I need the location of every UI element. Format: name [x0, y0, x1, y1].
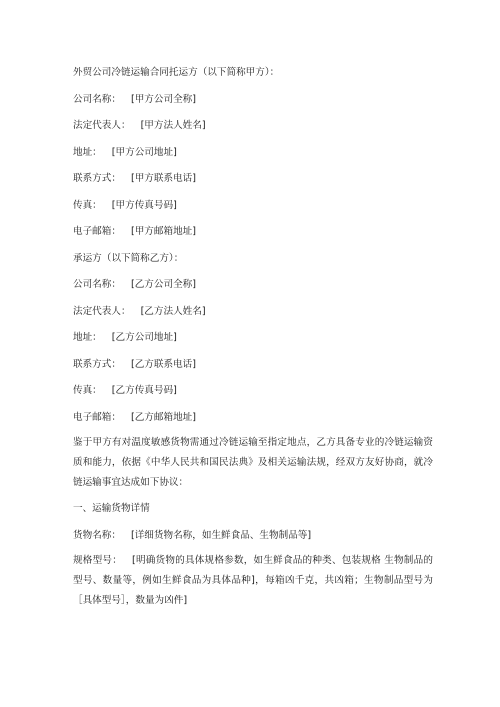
party-a-company-name	[73, 93, 433, 106]
field-value: [乙方联系电话]	[130, 358, 197, 370]
field-label: 联系方式：	[73, 358, 121, 370]
field-value: [明确货物的具体规格参数，如生鲜食品的种类、包装规格 生物制品的型号、数量等，例如生鲜食品为具体品种]，每箱凶千克，共凶箱；生物制品型号为［具体型号］，数量为凶件]	[73, 555, 433, 606]
field-value: [详细货物名称，如生鲜食品、生物制品等]	[130, 529, 312, 541]
section-1-title: 一、运输货物详情	[73, 503, 150, 514]
field-label: 联系方式：	[73, 173, 121, 184]
party-b-contact	[73, 358, 433, 371]
party-b-address	[73, 331, 433, 344]
party-a-email	[73, 225, 433, 238]
contract-document	[73, 66, 433, 620]
field-label: 规格型号：	[73, 555, 122, 566]
field-label: 法定代表人：	[73, 305, 131, 317]
field-value: [乙方邮箱地址]	[130, 411, 197, 423]
field-label: 地址：	[73, 146, 102, 158]
field-label: 传真：	[73, 385, 102, 396]
field-value: [甲方邮箱地址]	[130, 226, 197, 237]
party-b-email	[73, 411, 433, 424]
field-label: 电子邮箱：	[73, 411, 121, 423]
field-value: [乙方法人姓名]	[140, 305, 206, 317]
party-a-block	[73, 93, 433, 239]
field-value: [甲方公司全称]	[130, 93, 197, 105]
party-b-legal-rep	[73, 305, 433, 318]
party-a-contact	[73, 172, 433, 185]
party-a-address	[73, 146, 433, 159]
field-label: 公司名称：	[73, 93, 121, 105]
carrier-heading: 承运方（以下简称乙方）：	[73, 252, 184, 264]
field-label: 货物名称：	[73, 529, 121, 541]
field-value: [甲方法人姓名]	[140, 120, 206, 131]
field-label: 传真：	[73, 199, 102, 211]
field-value: [乙方传真号码]	[111, 385, 177, 396]
intro-line: 外贸公司冷链运输合同托运方（以下简称甲方）：	[73, 67, 280, 78]
field-value: [乙方公司全称]	[130, 279, 197, 290]
party-b-fax	[73, 384, 433, 397]
preamble-paragraph: 鉴于甲方有对温度敏感货物需通过冷链运输至指定地点，乙方具备专业的冷链运输资质和能力，依据《中华人民共和国民法典》及相关运输法规，经双方友好协商，就冷链运输事宜达成如下协议：	[73, 437, 433, 488]
goods-name-line	[73, 529, 433, 542]
party-a-legal-rep	[73, 119, 433, 132]
field-value: [甲方联系电话]	[130, 173, 197, 184]
field-value: [乙方公司地址]	[111, 332, 177, 343]
field-value: [甲方公司地址]	[111, 146, 177, 158]
field-label: 法定代表人：	[73, 120, 131, 131]
field-value: [甲方传真号码]	[111, 199, 177, 211]
field-label: 公司名称：	[73, 279, 121, 290]
party-b-company-name	[73, 278, 433, 291]
field-label: 电子邮箱：	[73, 226, 121, 237]
party-a-fax	[73, 199, 433, 212]
party-b-block	[73, 278, 433, 424]
spec-paragraph	[73, 551, 433, 611]
field-label: 地址：	[73, 332, 102, 343]
